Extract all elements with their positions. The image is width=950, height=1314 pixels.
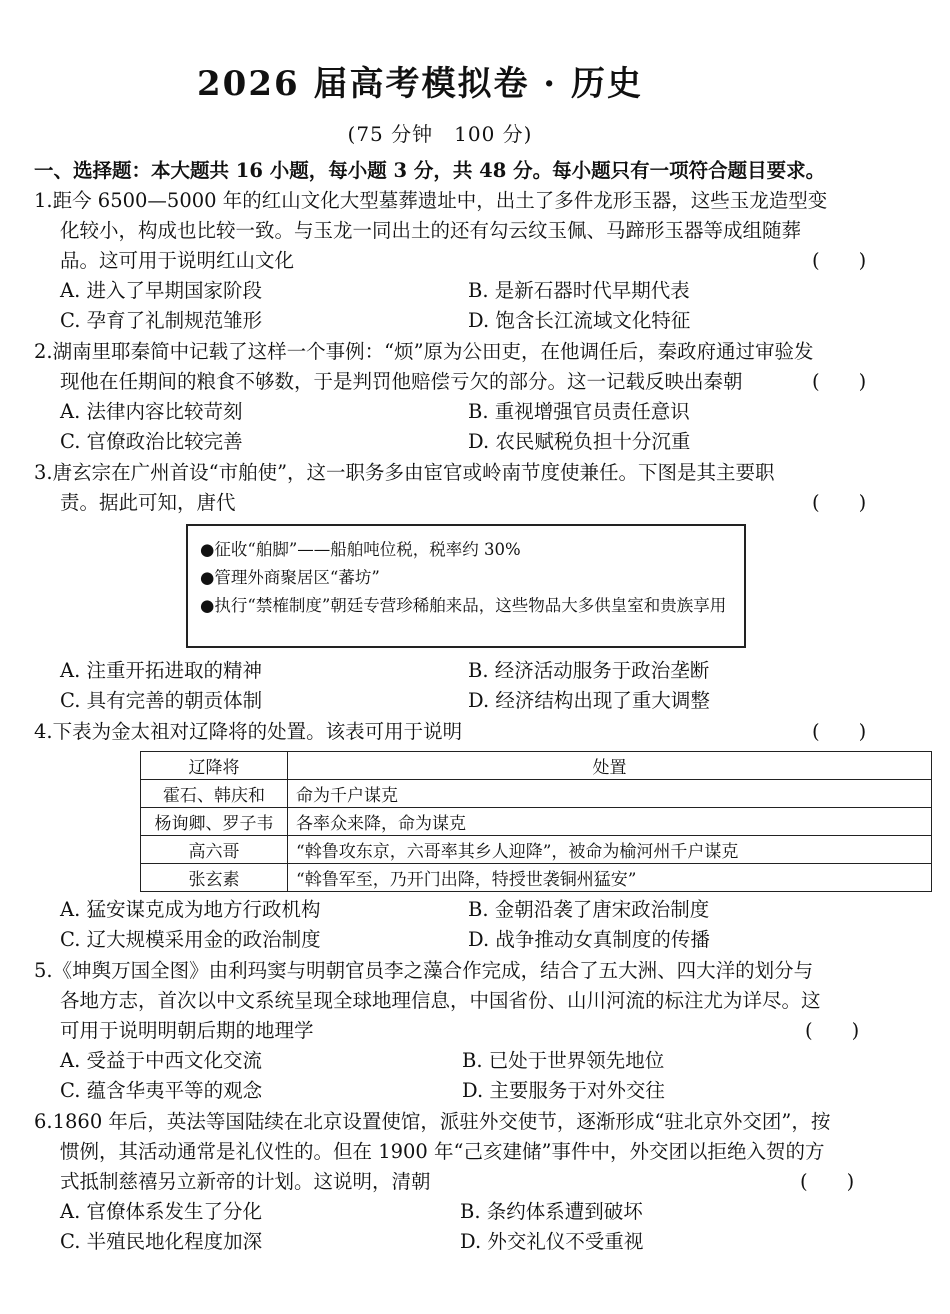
q5-line-2: 各地方志，首次以中文系统呈现全球地理信息，中国省份、山川河流的标注尤为详尽。这: [60, 989, 821, 1012]
table-row: [141, 808, 932, 836]
q4-option-d: D. 战争推动女真制度的传播: [468, 928, 710, 951]
q1-line-2: 化较小，构成也比较一致。与玉龙一同出土的还有勾云纹玉佩、马蹄形玉器等成组随葬: [60, 219, 802, 242]
table-header-row: [141, 752, 932, 780]
table-row: [141, 780, 932, 808]
q2-answer-paren: ( ): [812, 370, 867, 393]
table-cell-general: 高六哥: [141, 836, 288, 864]
q4-table: [140, 751, 932, 892]
q6-option-c: C. 半殖民地化程度加深: [60, 1230, 263, 1253]
q4-option-b: B. 金朝沿袭了唐宋政治制度: [468, 898, 710, 921]
q2-option-c: C. 官僚政治比较完善: [60, 430, 243, 453]
table-row: [141, 836, 932, 864]
q3-option-b: B. 经济活动服务于政治垄断: [468, 659, 710, 682]
q1-option-b: B. 是新石器时代早期代表: [468, 279, 690, 302]
q6-option-d: D. 外交礼仪不受重视: [460, 1230, 644, 1253]
table-cell-treatment: “斡鲁攻东京，六哥率其乡人迎降”，被命为榆河州千户谋克: [288, 836, 932, 864]
table-cell-general: 霍石、韩庆和: [141, 780, 288, 808]
exam-subtitle: (75 分钟 100 分): [347, 122, 533, 146]
exam-title: 2026 届高考模拟卷 · 历史: [197, 64, 643, 104]
q5-option-b: B. 已处于世界领先地位: [462, 1049, 665, 1072]
q1-option-c: C. 孕育了礼制规范雏形: [60, 309, 263, 332]
q4-option-c: C. 辽大规模采用金的政治制度: [60, 928, 321, 951]
q4-option-a: A. 猛安谋克成为地方行政机构: [60, 898, 321, 921]
q3-option-a: A. 注重开拓进取的精神: [60, 659, 262, 682]
q1-option-d: D. 饱含长江流域文化特征: [468, 309, 691, 332]
q2-option-b: B. 重视增强官员责任意识: [468, 400, 690, 423]
q3-duties-box: [186, 524, 746, 648]
q5-line-1: 5.《坤舆万国全图》由利玛窦与明朝官员李之藻合作完成，结合了五大洲、四大洋的划分与: [34, 959, 814, 982]
q2-option-a: A. 法律内容比较苛刻: [60, 400, 243, 423]
q3-option-c: C. 具有完善的朝贡体制: [60, 689, 263, 712]
q3-duty-3: ●执行“禁榷制度”朝廷专营珍稀舶来品，这些物品大多供皇室和贵族享用: [200, 596, 727, 615]
table-row: [141, 864, 932, 892]
table-header-general: 辽降将: [141, 752, 288, 780]
table-cell-general: 杨询卿、罗子韦: [141, 808, 288, 836]
table-cell-treatment: “斡鲁军至，乃开门出降，特授世袭铜州猛安”: [288, 864, 932, 892]
q1-answer-paren: ( ): [812, 249, 867, 272]
q3-duty-1: ●征收“舶脚”——船舶吨位税，税率约 30%: [200, 540, 521, 559]
q4-line-1: 4.下表为金太祖对辽降将的处置。该表可用于说明: [34, 720, 463, 743]
q5-option-d: D. 主要服务于对外交往: [462, 1079, 665, 1102]
table-header-treatment: 处置: [288, 752, 932, 780]
q6-line-3: 式抵制慈禧另立新帝的计划。这说明，清朝: [60, 1170, 431, 1193]
q1-option-a: A. 进入了早期国家阶段: [60, 279, 262, 302]
q2-line-2: 现他在任期间的粮食不够数，于是判罚他赔偿亏欠的部分。这一记载反映出秦朝: [60, 370, 743, 393]
q3-line-1: 3.唐玄宗在广州首设“市舶使”，这一职务多由宦官或岭南节度使兼任。下图是其主要职: [34, 461, 775, 484]
q2-line-1: 2.湖南里耶秦简中记载了这样一个事例：“烦”原为公田吏，在他调任后，秦政府通过审验发: [34, 340, 814, 363]
section-heading: 一、选择题：本大题共 16 小题，每小题 3 分，共 48 分。每小题只有一项符合题目要求。: [34, 159, 826, 182]
q6-answer-paren: ( ): [800, 1170, 855, 1193]
table-cell-treatment: 命为千户谋克: [288, 780, 932, 808]
q5-option-a: A. 受益于中西文化交流: [60, 1049, 262, 1072]
q3-answer-paren: ( ): [812, 491, 867, 514]
q6-option-b: B. 条约体系遭到破坏: [460, 1200, 643, 1223]
q1-line-1: 1.距今 6500—5000 年的红山文化大型墓葬遗址中，出土了多件龙形玉器，这些玉龙造型变: [34, 189, 828, 212]
q3-option-d: D. 经济结构出现了重大调整: [468, 689, 710, 712]
table-cell-treatment: 各率众来降，命为谋克: [288, 808, 932, 836]
q6-option-a: A. 官僚体系发生了分化: [60, 1200, 262, 1223]
q6-line-1: 6.1860 年后，英法等国陆续在北京设置使馆，派驻外交使节，逐渐形成“驻北京外交团”，按: [34, 1110, 831, 1133]
q3-line-2: 责。据此可知，唐代: [60, 491, 236, 514]
q4-answer-paren: ( ): [812, 720, 867, 743]
q5-option-c: C. 蕴含华夷平等的观念: [60, 1079, 263, 1102]
q6-line-2: 惯例，其活动通常是礼仪性的。但在 1900 年“己亥建储”事件中，外交团以拒绝入贺的方: [60, 1140, 825, 1163]
q3-duty-2: ●管理外商聚居区“蕃坊”: [200, 568, 380, 587]
q1-line-3: 品。这可用于说明红山文化: [60, 249, 295, 272]
q2-option-d: D. 农民赋税负担十分沉重: [468, 430, 691, 453]
table-cell-general: 张玄素: [141, 864, 288, 892]
q5-answer-paren: ( ): [805, 1019, 860, 1042]
q5-line-3: 可用于说明明朝后期的地理学: [60, 1019, 314, 1042]
